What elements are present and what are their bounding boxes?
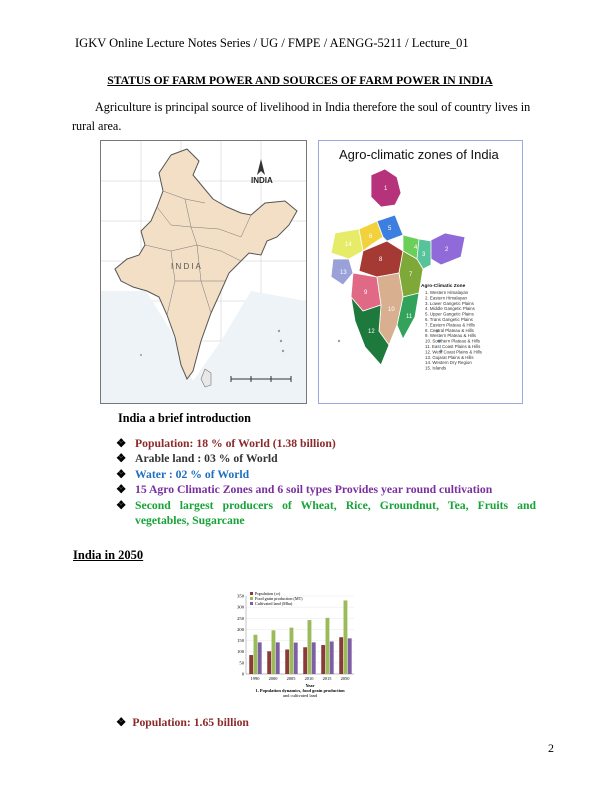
chart-caption-line-2: and cultivated land bbox=[282, 693, 318, 698]
chart-x-tick-label: 2000 bbox=[268, 676, 278, 681]
chart-bar bbox=[285, 649, 289, 674]
zones-legend-item: 8. Central Plateau & Hills bbox=[425, 327, 474, 333]
chart-y-tick-label: 0 bbox=[241, 671, 244, 677]
chart-bar bbox=[258, 642, 262, 674]
chart-bar bbox=[344, 600, 348, 674]
chart-legend-label: Cultivated land (Mha) bbox=[255, 600, 293, 606]
chart-x-tick-label: 2010 bbox=[304, 676, 314, 681]
zones-map-title: Agro-climatic zones of India bbox=[339, 147, 499, 162]
india-map-graphic bbox=[101, 141, 306, 403]
zone-number-label: 1 bbox=[384, 186, 388, 192]
zone-number-label: 9 bbox=[364, 290, 368, 296]
zone-number-label: 6 bbox=[369, 234, 373, 240]
zone-number-label: 13 bbox=[340, 270, 347, 276]
zones-legend-item: 2. Eastern Himalayan bbox=[425, 295, 467, 301]
bullet-water: ❖ Water : 02 % of World bbox=[116, 467, 250, 481]
zones-legend-item: 3. Lower Gangetic Plains bbox=[425, 300, 474, 306]
chart-x-tick-label: 2050 bbox=[340, 676, 350, 681]
zones-legend-title: Agro-Climatic Zone bbox=[421, 284, 466, 289]
chart-bar bbox=[326, 618, 330, 674]
chart-y-tick-label: 50 bbox=[239, 660, 244, 666]
diamond-bullet-icon: ❖ bbox=[116, 467, 127, 481]
zone-number-label: 2 bbox=[445, 247, 449, 253]
agro-climatic-zones-map bbox=[318, 140, 523, 404]
chart-graphic bbox=[234, 588, 360, 700]
diamond-bullet-icon: ❖ bbox=[116, 716, 133, 729]
intro-line-2: rural area. bbox=[72, 119, 122, 133]
chart-caption-line-1: 1. Population dynamics, food grain production bbox=[255, 688, 345, 693]
map-label-india: INDIA bbox=[251, 176, 273, 185]
zones-legend-item: 11. East Coast Plains & Hills bbox=[425, 344, 481, 349]
map-center-label: I N D I A bbox=[171, 262, 201, 271]
bullet-producers: ❖ Second largest producers of Wheat, Rice, Groundnut, Tea, Fruits and vegetables, Sugarcane bbox=[116, 498, 536, 528]
chart-legend-label: Food grain production (MT) bbox=[255, 595, 303, 601]
chart-legend-swatch bbox=[250, 592, 253, 595]
chart-bar bbox=[308, 620, 312, 674]
chart-x-tick-label: 2015 bbox=[322, 676, 332, 681]
chart-y-tick-label: 150 bbox=[237, 638, 244, 644]
chart-bar bbox=[321, 645, 325, 674]
zones-legend-item: 4. Middle Gangetic Plains bbox=[425, 306, 475, 312]
chart-legend-swatch bbox=[250, 602, 253, 605]
chart-bar bbox=[330, 641, 334, 674]
running-header: IGKV Online Lecture Notes Series / UG / FMPE / AENGG-5211 / Lecture_01 bbox=[75, 36, 469, 50]
chart-bar bbox=[272, 630, 276, 674]
zones-legend-item: 14. Western Dry Region bbox=[425, 360, 472, 366]
diamond-bullet-icon: ❖ bbox=[116, 452, 127, 466]
chart-bar bbox=[254, 635, 258, 674]
bullet-arable-land: ❖ Arable land : 03 % of World bbox=[116, 452, 278, 466]
intro-bullet-list bbox=[116, 436, 536, 528]
chart-bar bbox=[303, 647, 307, 674]
zones-legend-item: 10. Southern Plateau & Hills bbox=[425, 338, 480, 344]
chart-bar bbox=[276, 642, 280, 674]
chart-y-tick-label: 300 bbox=[237, 604, 244, 610]
chart-bar bbox=[348, 638, 352, 674]
chart-bar bbox=[312, 642, 316, 674]
zones-map-graphic bbox=[319, 141, 522, 403]
section-heading-2050: India in 2050 bbox=[73, 548, 144, 562]
section-heading-intro: India a brief introduction bbox=[118, 411, 251, 425]
zone-number-label: 7 bbox=[409, 272, 413, 278]
chart-y-tick-label: 100 bbox=[237, 649, 244, 655]
chart-bar bbox=[249, 655, 253, 674]
intro-line-1: Agriculture is principal source of livelihood in India therefore the soul of country lives in bbox=[95, 100, 531, 114]
page-title: STATUS OF FARM POWER AND SOURCES OF FARM POWER IN INDIA bbox=[107, 74, 493, 87]
zones-legend-item: 15. Islands bbox=[425, 365, 447, 371]
bullet-agro-zones: ❖ 15 Agro Climatic Zones and 6 soil types Provides year round cultivation bbox=[116, 483, 493, 497]
zone-number-label: 14 bbox=[345, 242, 352, 248]
zone-number-label: 5 bbox=[388, 226, 392, 232]
bullet-population: ❖ Population: 18 % of World (1.38 billion) bbox=[116, 437, 336, 450]
chart-y-tick-label: 350 bbox=[237, 593, 244, 599]
chart-bar bbox=[294, 643, 298, 674]
diamond-bullet-icon: ❖ bbox=[116, 483, 127, 497]
chart-y-tick-label: 250 bbox=[237, 615, 244, 621]
india-political-map bbox=[100, 140, 307, 404]
zone-number-label: 8 bbox=[379, 257, 383, 263]
zones-legend-item: 9. Western Plateau & Hills bbox=[425, 333, 476, 339]
bullet-population-2050: ❖ Population: 1.65 billion bbox=[116, 716, 249, 729]
zones-legend-item: 1. Western Himalayan bbox=[425, 290, 469, 295]
zone-number-label: 4 bbox=[414, 245, 418, 251]
zones-legend-item: 6. Trans Gangetic Plains bbox=[425, 317, 473, 322]
zone-number-label: 10 bbox=[388, 307, 395, 313]
zones-legend-item: 7. Eastern Plateau & Hills bbox=[425, 322, 475, 328]
zones-legend-item: 5. Upper Gangetic Plains bbox=[425, 311, 474, 317]
chart-bar bbox=[339, 637, 343, 674]
chart-x-tick-label: 1990 bbox=[250, 676, 260, 681]
chart-y-tick-label: 200 bbox=[237, 626, 244, 632]
chart-xlabel: Year bbox=[305, 683, 315, 688]
chart-bar bbox=[290, 628, 294, 674]
zones-legend-item: 13. Gujarat Plains & Hills bbox=[425, 354, 474, 360]
zones-legend bbox=[425, 290, 483, 371]
zone-number-label: 11 bbox=[406, 314, 413, 320]
page-number: 2 bbox=[548, 741, 554, 755]
zone-number-label: 3 bbox=[422, 252, 426, 258]
intro-paragraph bbox=[72, 98, 535, 136]
chart-bar bbox=[267, 651, 271, 674]
chart-legend-label: Population (cr) bbox=[255, 590, 281, 596]
zones-legend-item: 12. West Coast Plains & Hills bbox=[425, 349, 482, 355]
chart-legend-swatch bbox=[250, 597, 253, 600]
zone-number-label: 12 bbox=[368, 329, 375, 335]
diamond-bullet-icon: ❖ bbox=[116, 437, 127, 450]
population-food-chart bbox=[234, 588, 360, 700]
diamond-bullet-icon: ❖ bbox=[116, 498, 127, 512]
chart-x-tick-label: 2005 bbox=[286, 676, 296, 681]
